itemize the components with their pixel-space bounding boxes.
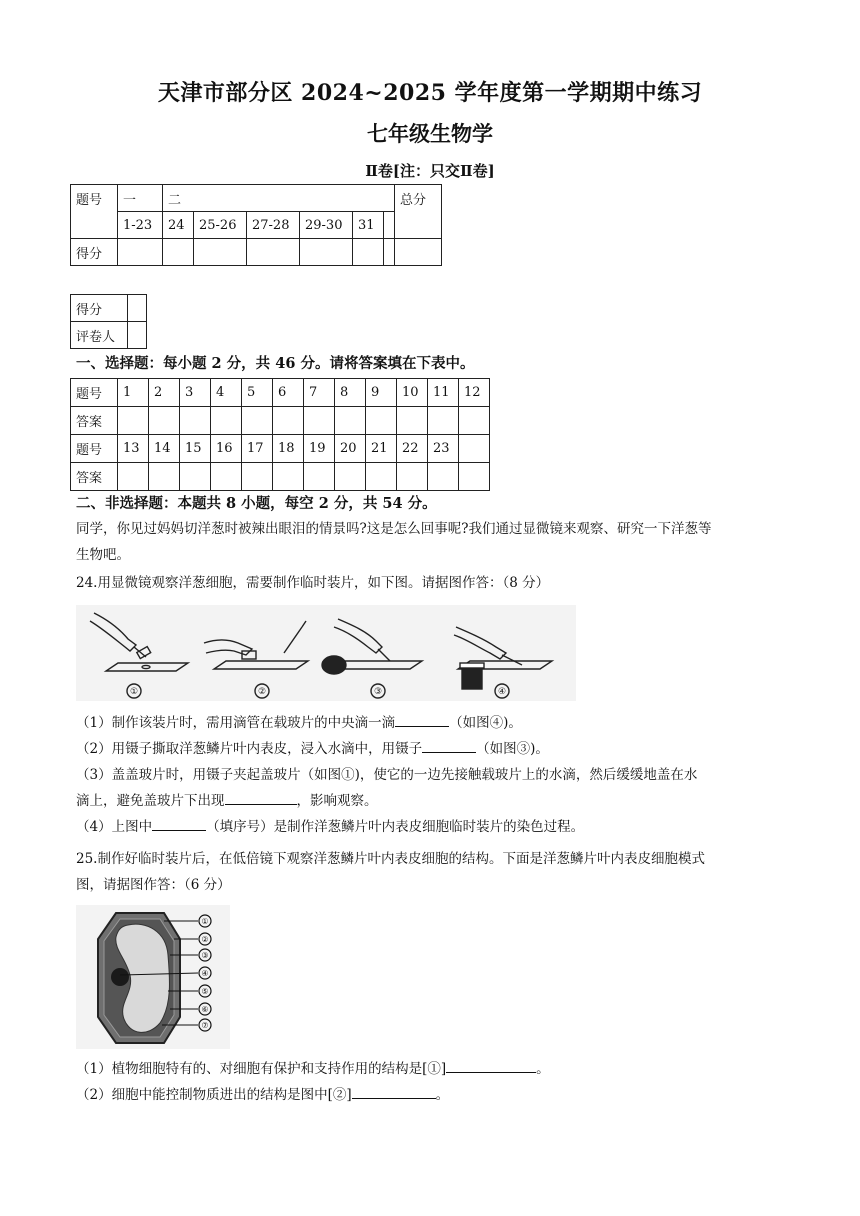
score-cell[interactable] xyxy=(384,239,395,266)
answer-cell[interactable] xyxy=(242,407,273,435)
fig25-label-3: ③ xyxy=(201,951,209,960)
answer-cell[interactable] xyxy=(335,407,366,435)
question-number: 10 xyxy=(397,379,428,407)
question-number: 1 xyxy=(118,379,149,407)
answer-label-question: 题号 xyxy=(71,435,118,463)
slide-preparation-figure xyxy=(76,605,576,701)
question-number: 6 xyxy=(273,379,304,407)
volume-note: Ⅱ卷[注：只交Ⅱ卷] xyxy=(365,162,495,180)
answer-cell[interactable] xyxy=(428,407,459,435)
q24-subquestions xyxy=(76,710,788,840)
q24-sub3-text: （3）盖盖玻片时，用镊子夹起盖玻片（如图①)，使它的一边先接触载玻片上的水滴，然后缓缓地盖在水 xyxy=(76,767,698,783)
score-summary-table xyxy=(70,184,442,266)
grader-name-label: 评卷人 xyxy=(71,322,128,349)
question-number: 4 xyxy=(211,379,242,407)
section1-heading: 一、选择题：每小题 2 分，共 46 分。请将答案填在下表中。 xyxy=(76,355,475,372)
question-number: 7 xyxy=(304,379,335,407)
question-number: 9 xyxy=(366,379,397,407)
q25-sub2 xyxy=(76,1082,788,1108)
answer-cell[interactable] xyxy=(211,407,242,435)
answer-table-row xyxy=(71,379,490,407)
answer-cell xyxy=(459,435,490,463)
q24-sub4 xyxy=(76,814,788,840)
answer-table xyxy=(70,378,490,491)
score-subcol: 1-23 xyxy=(118,212,163,239)
page-subtitle: 七年级生物学 xyxy=(367,121,493,146)
q24-sub3-text: 滴上，避免盖玻片下出现 xyxy=(76,793,225,809)
page-title: 天津市部分区 2024~2025 学年度第一学期期中练习 xyxy=(157,80,703,106)
onion-cell-illustration xyxy=(76,905,230,1049)
onion-cell-figure xyxy=(76,905,230,1049)
fig25-label-5: ⑤ xyxy=(201,987,209,996)
question-number: 5 xyxy=(242,379,273,407)
answer-cell[interactable] xyxy=(304,407,335,435)
grader-table xyxy=(70,294,147,349)
fig24-label-3: ③ xyxy=(373,687,383,697)
question-number: 3 xyxy=(180,379,211,407)
q24-sub3-text: ，影响观察。 xyxy=(296,793,378,809)
answer-cell[interactable] xyxy=(428,463,459,491)
question-number: 2 xyxy=(149,379,180,407)
answer-cell[interactable] xyxy=(118,407,149,435)
score-subcol: 27-28 xyxy=(247,212,300,239)
q24-sub2-text: （如图③)。 xyxy=(476,741,549,757)
score-total: 总分 xyxy=(395,185,442,239)
score-cell[interactable] xyxy=(163,239,194,266)
question-number: 18 xyxy=(273,435,304,463)
question-number: 20 xyxy=(335,435,366,463)
q25-sub1 xyxy=(76,1056,788,1082)
question-number: 16 xyxy=(211,435,242,463)
question-number: 22 xyxy=(397,435,428,463)
section2-intro xyxy=(76,516,788,568)
fig25-label-4: ④ xyxy=(201,969,209,978)
answer-cell[interactable] xyxy=(180,407,211,435)
score-cell[interactable] xyxy=(247,239,300,266)
answer-blank[interactable] xyxy=(395,710,449,727)
question-number: 23 xyxy=(428,435,459,463)
q24-sub4-text: （填序号）是制作洋葱鳞片叶内表皮细胞临时装片的染色过程。 xyxy=(206,819,585,835)
score-cell[interactable] xyxy=(395,239,442,266)
q24-sub1-text: （1）制作该装片时，需用滴管在载玻片的中央滴一滴 xyxy=(76,715,396,731)
answer-cell[interactable] xyxy=(118,463,149,491)
answer-cell[interactable] xyxy=(397,407,428,435)
q24-sub1 xyxy=(76,710,788,736)
answer-cell[interactable] xyxy=(273,463,304,491)
score-subcol: 29-30 xyxy=(300,212,353,239)
score-part-two: 二 xyxy=(163,185,395,212)
question-number: 11 xyxy=(428,379,459,407)
answer-label-question: 题号 xyxy=(71,379,118,407)
section2-heading: 二、非选择题：本题共 8 小题，每空 2 分，共 54 分。 xyxy=(76,495,437,512)
answer-cell[interactable] xyxy=(304,463,335,491)
answer-cell[interactable] xyxy=(149,463,180,491)
q24-stem: 24.用显微镜观察洋葱细胞，需要制作临时装片，如下图。请据图作答：（8 分） xyxy=(76,575,550,591)
q25-sub2-text: （2）细胞中能控制物质进出的结构是图中[②] xyxy=(76,1087,352,1103)
answer-cell[interactable] xyxy=(242,463,273,491)
grader-score-label: 得分 xyxy=(71,295,128,322)
q24-sub3 xyxy=(76,762,788,814)
question-number: 13 xyxy=(118,435,149,463)
answer-table-row xyxy=(71,463,490,491)
score-cell[interactable] xyxy=(353,239,384,266)
answer-table-row xyxy=(71,435,490,463)
score-part-one: 一 xyxy=(118,185,163,212)
answer-blank[interactable] xyxy=(152,814,206,831)
q25-subquestions xyxy=(76,1056,788,1108)
answer-cell[interactable] xyxy=(335,463,366,491)
fig25-label-6: ⑥ xyxy=(201,1005,209,1014)
fig25-label-1: ① xyxy=(201,917,209,926)
intro-line: 生物吧。 xyxy=(76,547,130,563)
answer-cell xyxy=(459,463,490,491)
answer-cell[interactable] xyxy=(180,463,211,491)
score-label-score: 得分 xyxy=(71,239,118,266)
answer-cell[interactable] xyxy=(366,463,397,491)
fig24-label-4: ④ xyxy=(497,687,507,697)
intro-line: 同学，你见过妈妈切洋葱时被辣出眼泪的情景吗?这是怎么回事呢?我们通过显微镜来观察、研究一下洋葱等 xyxy=(76,521,712,537)
q24-sub2 xyxy=(76,736,788,762)
score-label-question: 题号 xyxy=(71,185,118,239)
q24-sub2-text: （2）用镊子撕取洋葱鳞片叶内表皮，浸入水滴中，用镊子 xyxy=(76,741,423,757)
answer-cell[interactable] xyxy=(273,407,304,435)
question-number: 8 xyxy=(335,379,366,407)
score-subcol: 25-26 xyxy=(194,212,247,239)
slide-preparation-illustration xyxy=(76,605,576,701)
q24-sub4-text: （4）上图中 xyxy=(76,819,153,835)
score-cell[interactable] xyxy=(300,239,353,266)
q25-sub1-text: （1）植物细胞特有的、对细胞有保护和支持作用的结构是[①] xyxy=(76,1061,447,1077)
answer-cell[interactable] xyxy=(459,407,490,435)
question-number: 17 xyxy=(242,435,273,463)
score-subcol: 24 xyxy=(163,212,194,239)
answer-blank[interactable] xyxy=(422,736,476,753)
q25-sub1-text: 。 xyxy=(536,1061,550,1077)
q25-stem xyxy=(76,846,788,898)
answer-label-answer: 答案 xyxy=(71,463,118,491)
grader-name-cell[interactable] xyxy=(128,322,147,349)
answer-cell[interactable] xyxy=(397,463,428,491)
score-subcol: 31 xyxy=(353,212,384,239)
fig25-label-7: ⑦ xyxy=(201,1021,209,1030)
answer-label-answer: 答案 xyxy=(71,407,118,435)
question-number: 14 xyxy=(149,435,180,463)
answer-cell[interactable] xyxy=(149,407,180,435)
question-number: 21 xyxy=(366,435,397,463)
fig24-label-2: ② xyxy=(257,687,267,697)
answer-blank[interactable] xyxy=(446,1056,536,1073)
question-number: 12 xyxy=(459,379,490,407)
score-cell[interactable] xyxy=(194,239,247,266)
q25-stem-line: 图，请据图作答：（6 分） xyxy=(76,877,231,893)
grader-score-cell[interactable] xyxy=(128,295,147,322)
score-cell[interactable] xyxy=(118,239,163,266)
fig25-label-2: ② xyxy=(201,935,209,944)
question-number: 19 xyxy=(304,435,335,463)
answer-cell[interactable] xyxy=(366,407,397,435)
answer-blank[interactable] xyxy=(352,1082,436,1099)
fig24-label-1: ① xyxy=(129,687,139,697)
q25-sub2-text: 。 xyxy=(435,1087,450,1103)
q25-stem-line: 25.制作好临时装片后，在低倍镜下观察洋葱鳞片叶内表皮细胞的结构。下面是洋葱鳞片叶内表皮细胞模式 xyxy=(76,851,705,867)
question-number: 15 xyxy=(180,435,211,463)
q24-sub1-text: （如图④)。 xyxy=(449,715,522,731)
answer-blank[interactable] xyxy=(225,788,297,805)
answer-table-row xyxy=(71,407,490,435)
answer-cell[interactable] xyxy=(211,463,242,491)
